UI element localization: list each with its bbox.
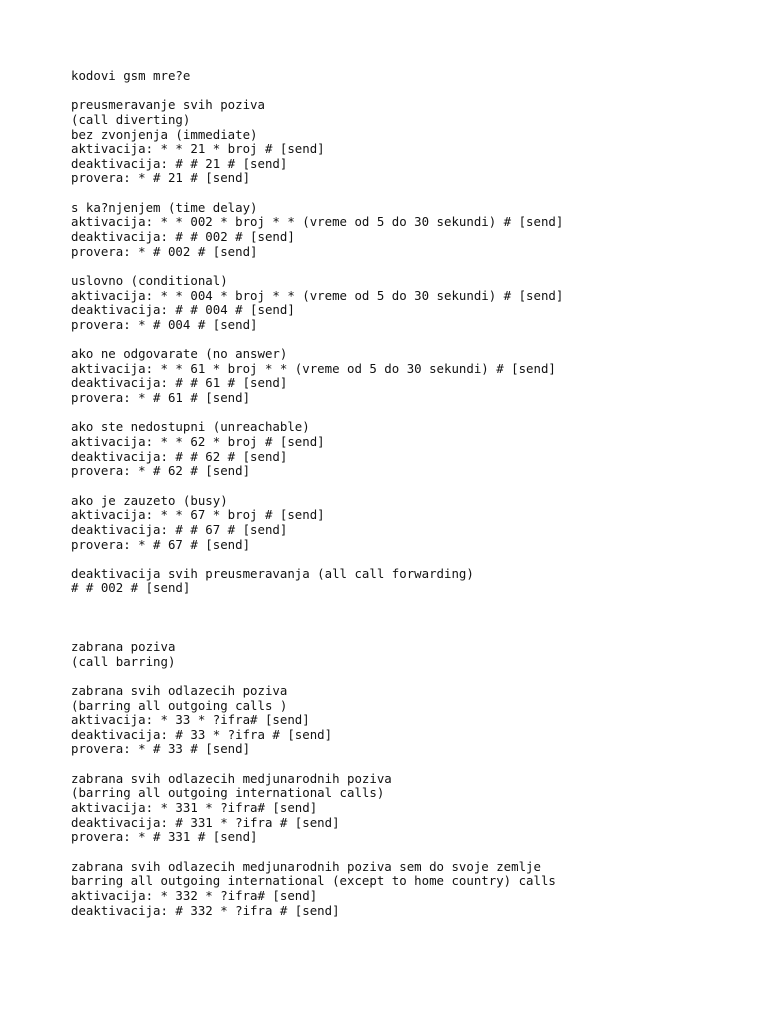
document-page	[71, 69, 751, 918]
blank-line	[71, 552, 751, 567]
text-line: aktivacija: * 331 * ?ifra# [send]	[71, 800, 318, 816]
text-line: aktivacija: * * 002 * broj * * (vreme od 5 do 30 sekundi) # [send]	[71, 214, 564, 230]
blank-line	[71, 259, 751, 274]
text-line: aktivacija: * 33 * ?ifra# [send]	[71, 712, 310, 728]
blank-line	[71, 625, 751, 640]
blank-line	[71, 611, 751, 626]
text-line: provera: * # 33 # [send]	[71, 741, 251, 757]
section-heading: zabrana poziva	[71, 638, 176, 654]
code-section	[71, 420, 751, 479]
text-line: (call diverting)	[71, 111, 191, 127]
section-heading: ako ne odgovarate (no answer)	[71, 346, 288, 362]
text-line: deaktivacija: # # 002 # [send]	[71, 229, 295, 245]
text-line: # # 002 # [send]	[71, 580, 191, 596]
code-section	[71, 98, 751, 186]
code-section	[71, 274, 751, 333]
text-line: provera: * # 21 # [send]	[71, 170, 251, 186]
blank-line	[71, 406, 751, 421]
section-heading: zabrana svih odlazecih poziva	[71, 682, 288, 698]
blank-line	[71, 186, 751, 201]
text-line: deaktivacija: # 332 * ?ifra # [send]	[71, 902, 340, 918]
blank-line	[71, 84, 751, 99]
text-line: (barring all outgoing international calls)	[71, 785, 385, 801]
text-line: barring all outgoing international (except to home country) calls	[71, 873, 556, 889]
text-line: deaktivacija: # # 61 # [send]	[71, 375, 288, 391]
text-line: provera: * # 61 # [send]	[71, 390, 251, 406]
text-line: provera: * # 62 # [send]	[71, 463, 251, 479]
text-line: deaktivacija: # # 004 # [send]	[71, 302, 295, 318]
text-line: bez zvonjenja (immediate)	[71, 126, 258, 142]
section-heading: zabrana svih odlazecih medjunarodnih poziva sem do svoje zemlje	[71, 858, 541, 874]
section-heading: ako ste nedostupni (unreachable)	[71, 419, 310, 435]
blank-line	[71, 596, 751, 611]
code-section	[71, 494, 751, 553]
text-line: aktivacija: * * 004 * broj * * (vreme od 5 do 30 sekundi) # [send]	[71, 287, 564, 303]
blank-line	[71, 669, 751, 684]
section-heading: ako je zauzeto (busy)	[71, 492, 228, 508]
text-line: (barring all outgoing calls )	[71, 697, 288, 713]
code-section	[71, 640, 751, 669]
code-section	[71, 684, 751, 757]
code-section	[71, 201, 751, 260]
document-body	[71, 84, 751, 919]
text-line: deaktivacija: # # 67 # [send]	[71, 521, 288, 537]
blank-line	[71, 333, 751, 348]
blank-line	[71, 845, 751, 860]
code-section	[71, 772, 751, 845]
blank-line	[71, 479, 751, 494]
text-line: aktivacija: * 332 * ?ifra# [send]	[71, 887, 318, 903]
code-section	[71, 567, 751, 596]
text-line: provera: * # 67 # [send]	[71, 536, 251, 552]
text-line: deaktivacija: # 33 * ?ifra # [send]	[71, 726, 333, 742]
section-heading: deaktivacija svih preusmeravanja (all call forwarding)	[71, 565, 474, 581]
text-line: aktivacija: * * 62 * broj # [send]	[71, 434, 325, 450]
text-line: aktivacija: * * 61 * broj * * (vreme od 5 do 30 sekundi) # [send]	[71, 360, 556, 376]
text-line: provera: * # 002 # [send]	[71, 243, 258, 259]
text-line: (call barring)	[71, 653, 176, 669]
text-line: deaktivacija: # 331 * ?ifra # [send]	[71, 814, 340, 830]
code-section	[71, 860, 751, 919]
text-line: provera: * # 004 # [send]	[71, 316, 258, 332]
text-line: deaktivacija: # # 62 # [send]	[71, 448, 288, 464]
section-heading: preusmeravanje svih poziva	[71, 97, 265, 113]
section-heading: zabrana svih odlazecih medjunarodnih poziva	[71, 770, 392, 786]
section-heading: uslovno (conditional)	[71, 272, 228, 288]
text-line: aktivacija: * * 21 * broj # [send]	[71, 141, 325, 157]
text-line: deaktivacija: # # 21 # [send]	[71, 155, 288, 171]
code-section	[71, 347, 751, 406]
text-line: aktivacija: * * 67 * broj # [send]	[71, 507, 325, 523]
blank-line	[71, 757, 751, 772]
section-heading: s ka?njenjem (time delay)	[71, 199, 258, 215]
text-line: provera: * # 331 # [send]	[71, 829, 258, 845]
document-title: kodovi gsm mre?e	[71, 68, 191, 83]
